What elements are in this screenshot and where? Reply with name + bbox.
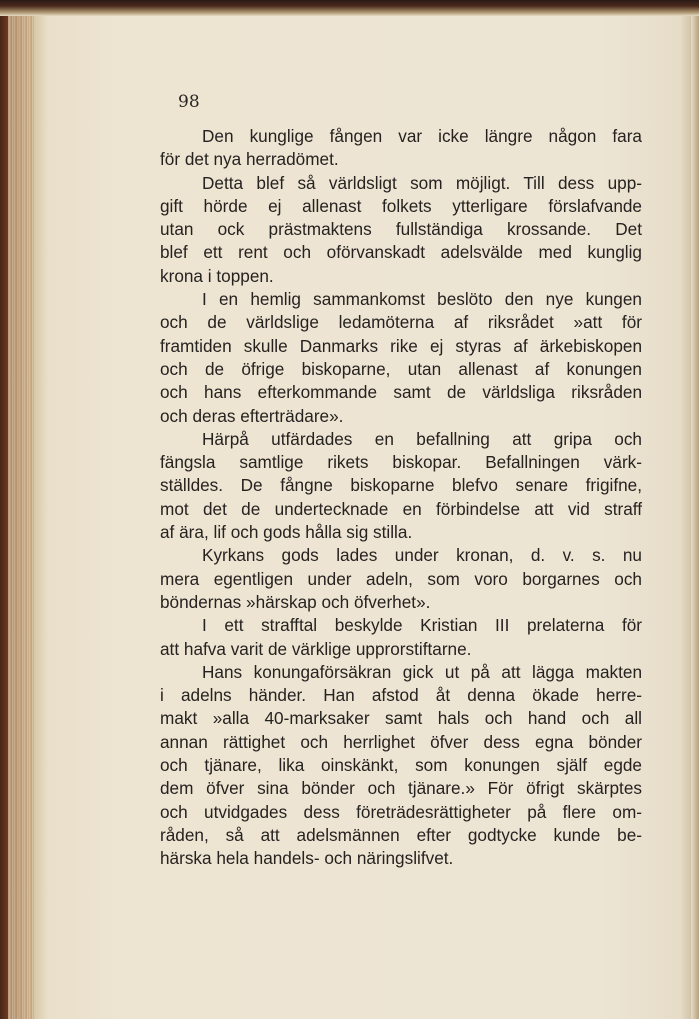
text-line: Den kunglige fången var icke längre någon fara	[202, 126, 642, 146]
text-line: I en hemlig sammankomst beslöto den nye kungen	[202, 289, 642, 310]
text-line: Hans konungaförsäkran gick ut på att lägga makten	[202, 661, 642, 682]
text-line: och hans efterkommande samt de världsliga riksråden	[160, 382, 642, 403]
text-line: för det nya herradömet.	[160, 149, 339, 170]
text-line: härska hela handels- och näringslifvet.	[160, 848, 454, 869]
text-line: blef ett rent och oförvanskadt adelsvälde med kunglig	[160, 242, 642, 263]
text-line: och tjänare, lika oinskänkt, som konungen själf egde	[160, 755, 642, 776]
text-line: mera egentligen under adeln, som voro borgarnes och	[160, 568, 642, 589]
text-line: framtiden skulle Danmarks rike ej styras af ärkebiskopen	[160, 335, 642, 356]
text-line: ställdes. De fångne biskoparne blefvo senare frigifne,	[160, 475, 642, 496]
text-line: och deras efterträdare».	[160, 405, 344, 426]
book-right-edge	[691, 16, 699, 1019]
page-number: 98	[178, 92, 200, 112]
text-line: I ett strafftal beskylde Kristian III prelaterna för	[202, 615, 642, 636]
text-line: och utvidgades dess företrädesrättigheter på flere om-	[160, 801, 642, 822]
text-line: gift hörde ej allenast folkets ytterligare förslafvande	[160, 195, 642, 216]
text-line: i adelns händer. Han afstod åt denna ökade herre-	[160, 685, 642, 706]
text-line: dem öfver sina bönder och tjänare.» För öfrigt skärptes	[160, 778, 642, 799]
text-line: Kyrkans gods lades under kronan, d. v. s. nu	[202, 545, 642, 566]
text-line: och de öfrige biskoparne, utan allenast af konungen	[160, 358, 642, 379]
text-line: mot det de undertecknade en förbindelse att vid straff	[160, 498, 642, 519]
text-line: krona i toppen.	[160, 265, 274, 286]
book-page-edges	[8, 16, 34, 1019]
text-line: och de världslige ledamöterna af riksrådet »att för	[160, 312, 642, 333]
text-line: fängsla samtlige rikets biskopar. Befallningen värk-	[160, 452, 642, 473]
text-line: böndernas »härskap och öfverhet».	[160, 591, 431, 612]
text-line: att hafva varit de värklige upprorstiftarne.	[160, 638, 472, 659]
text-line: Härpå utfärdades en befallning att gripa och	[202, 428, 642, 449]
text-line: af ära, lif och gods hålla sig stilla.	[160, 522, 413, 543]
text-line: utan ock prästmaktens fullständiga krossande. Det	[160, 219, 642, 240]
text-line: Detta blef så världsligt som möjligt. Till dess upp-	[202, 172, 642, 193]
book-top-edge	[0, 0, 699, 16]
text-line: råden, så att adelsmännen efter godtycke kunde be-	[160, 824, 642, 845]
body-text	[160, 125, 642, 871]
text-line: annan rättighet och herrlighet öfver dess egna bönder	[160, 731, 642, 752]
text-line: makt »alla 40-marksaker samt hals och hand och all	[160, 708, 642, 729]
